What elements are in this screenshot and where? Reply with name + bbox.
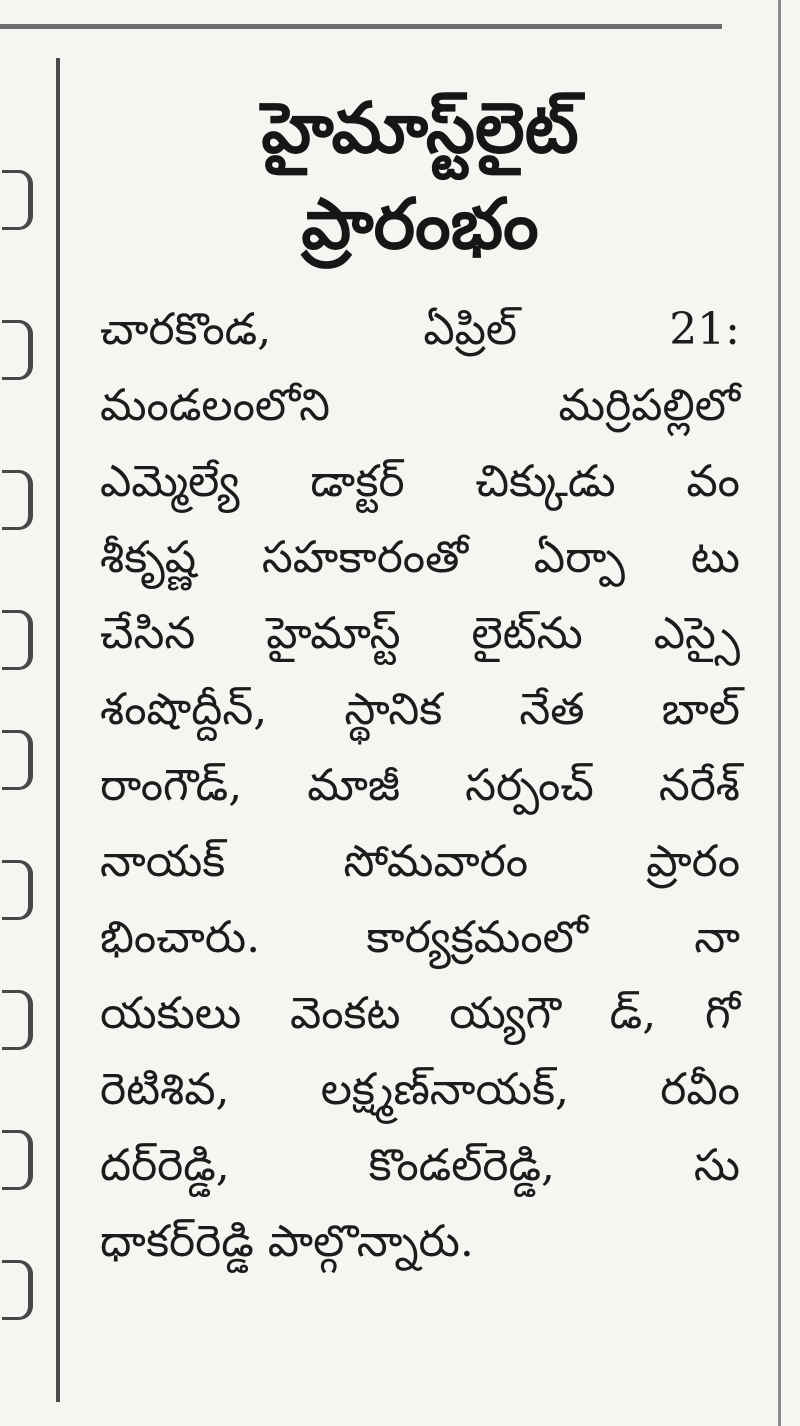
article-body	[100, 368, 740, 1280]
body-line: ఎమ్మెల్యే డాక్టర్ చిక్కుడు వం	[100, 456, 740, 507]
column-divider	[56, 58, 60, 1402]
body-line: చేసిన హైమాస్ట్ లైట్‌ను ఎస్సై	[100, 608, 740, 659]
top-divider	[0, 24, 722, 29]
body-line: రాంగౌడ్, మాజీ సర్పంచ్ నరేశ్	[100, 760, 740, 811]
adjacent-column-fragment	[0, 170, 34, 1426]
body-line: శీకృష్ణ సహకారంతో ఏర్పా టు	[100, 532, 740, 583]
body-line: దర్‌రెడ్డి, కొండల్‌రెడ్డి, సు	[100, 1140, 740, 1191]
dateline-place: చారకొండ,	[100, 304, 272, 355]
right-gutter-divider	[778, 0, 781, 1426]
dateline-month: ఏప్రిల్	[423, 304, 518, 355]
headline-line-2: ప్రారంభం	[301, 183, 539, 265]
article	[100, 80, 740, 1280]
body-line: రెటిశివ, లక్ష్మణ్‌నాయక్, రవీం	[100, 1064, 740, 1115]
headline-line-1: హైమాస్ట్‌లైట్	[261, 87, 579, 169]
body-line: మండలంలోని మర్రిపల్లిలో	[100, 380, 740, 431]
body-line: నాయక్ సోమవారం ప్రారం	[100, 836, 740, 887]
dateline	[100, 292, 740, 368]
article-headline	[100, 80, 740, 272]
body-line: భించారు. కార్యక్రమంలో నా	[100, 912, 740, 963]
body-line: ధాకర్‌రెడ్డి పాల్గొన్నారు.	[100, 1216, 474, 1267]
dateline-day: 21:	[669, 304, 740, 355]
body-line: శంషొద్దీన్, స్థానిక నేత బాల్	[100, 684, 740, 735]
body-line: యకులు వెంకట య్యగౌ డ్, గో	[100, 988, 740, 1039]
